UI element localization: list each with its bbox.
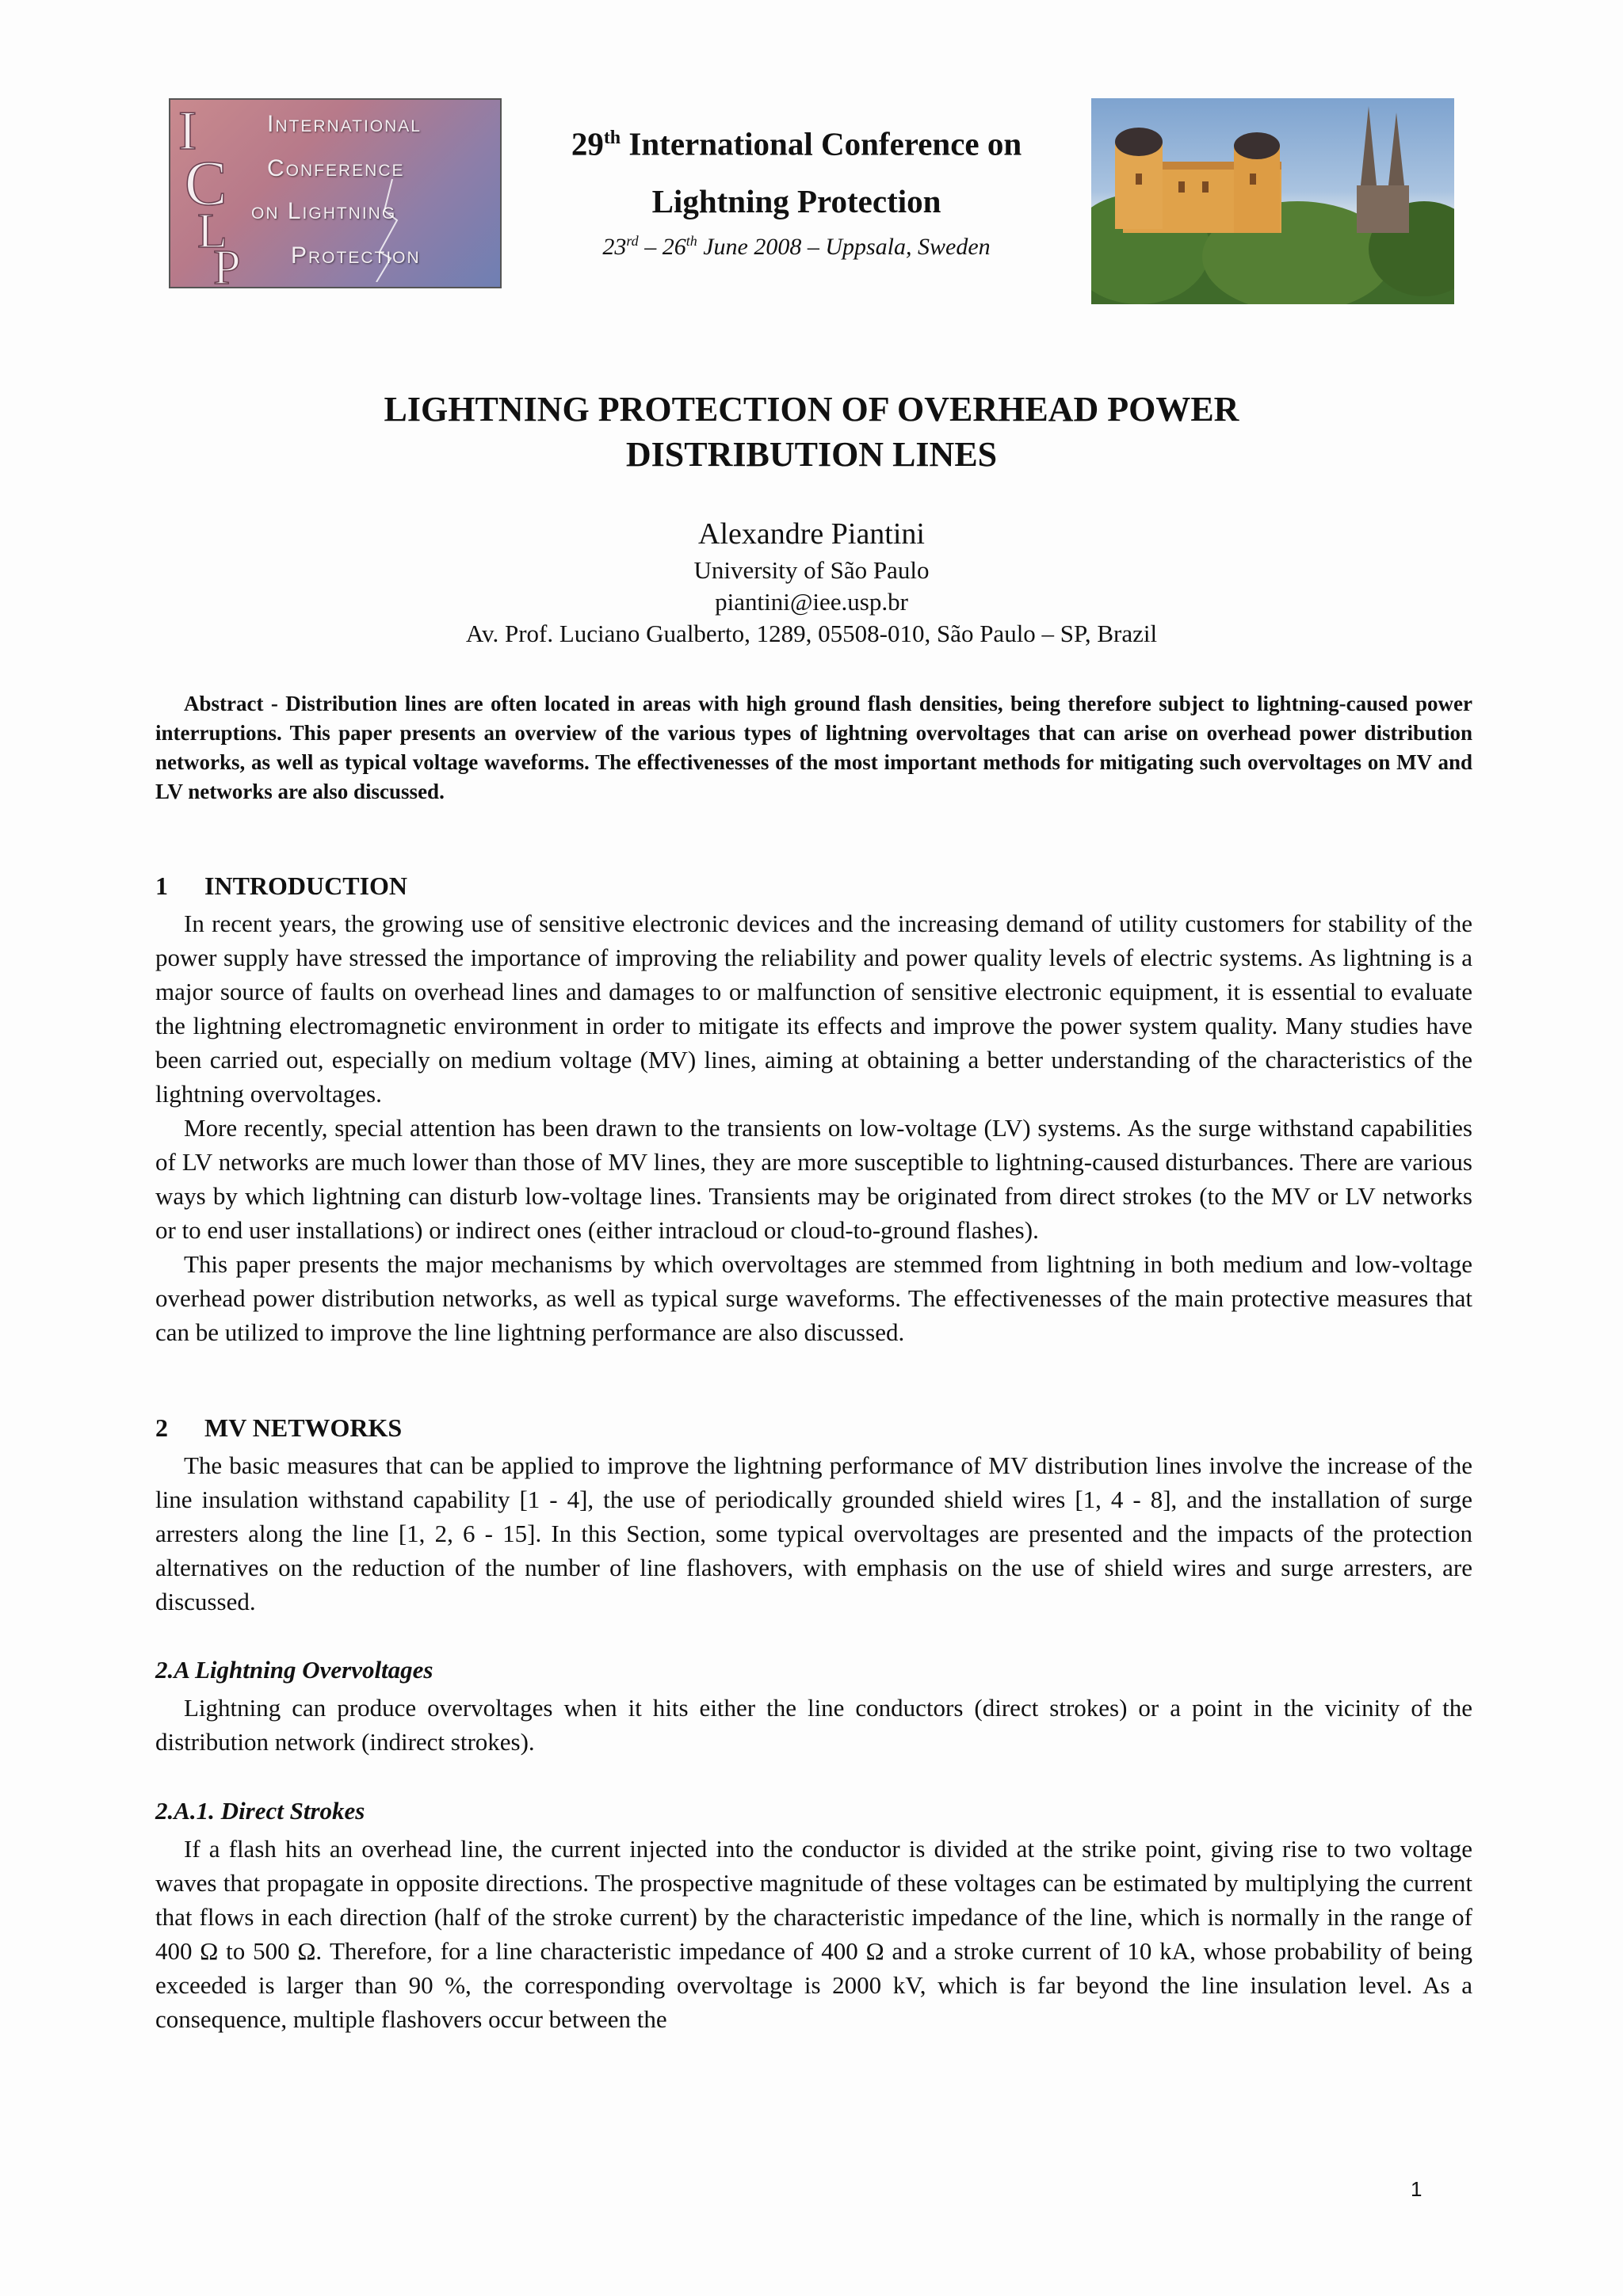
- paragraph: If a flash hits an overhead line, the current injected into the conductor is divided at the strike point, giving rise to two voltage waves that propagate in opposite directions. The prospective magnitude of these voltages can be estimated by multiplying the current that flows in each direction (half of the stroke current) by the characteristic impedance of the line, which is normally in the range of 400 Ω to 500 Ω. Therefore, for a line characteristic impedance of 400 Ω and a stroke current of 10 kA, whose probability of being exceeded is larger than 90 %, the corresponding overvoltage is 2000 kV, which is far beyond the line insulation level. As a consequence, multiple flashovers occur between the: [155, 1835, 1472, 2033]
- conference-logo: [169, 98, 502, 288]
- date-end-suffix: th: [685, 232, 697, 249]
- logo-word-conference: Conference: [267, 155, 405, 181]
- conference-number-suffix: th: [603, 128, 621, 148]
- conference-title-line2: Lightning Protection: [651, 182, 941, 219]
- section-heading-mv-networks: [155, 1412, 1472, 1444]
- logo-word-lightning: on Lightning: [251, 198, 397, 224]
- conference-date: [523, 233, 1070, 261]
- author-email[interactable]: piantini@iee.usp.br: [715, 588, 908, 616]
- date-location: June 2008 – Uppsala, Sweden: [697, 233, 991, 260]
- section-title: INTRODUCTION: [204, 871, 408, 900]
- section-number: 1: [155, 871, 168, 900]
- subsubsection-heading: 2.A.1. Direct Strokes: [155, 1797, 365, 1825]
- paragraph: The basic measures that can be applied to improve the lightning performance of MV distribution lines involve the increase of the line insulation withstand capability [1 - 4], the use of periodically grounded shield wires [1, 4 - 8], and the installation of surge arresters along the line [1, 2, 6 - 15]. In this Section, some typical overvoltages are presented and the impacts of the protection alternatives on the reduction of the number of line flashovers, with emphasis on the use of shield wires and surge arresters, are discussed.: [155, 1451, 1472, 1615]
- paragraph: This paper presents the major mechanisms by which overvoltages are stemmed from lightning in both medium and low-voltage overhead power distribution networks, as well as typical surge waveforms. The effectivenesses of the main protective measures that can be utilized to improve the line lightning performance are also discussed.: [155, 1250, 1472, 1346]
- author-name: Alexandre Piantini: [698, 517, 925, 551]
- section-heading-introduction: [155, 870, 1472, 902]
- paragraph: Lightning can produce overvoltages when it hits either the line conductors (direct strokes) or a point in the vicinity of the distribution network (indirect strokes).: [155, 1694, 1472, 1756]
- section-direct-strokes: [155, 1795, 1472, 2036]
- section-number: 2: [155, 1413, 168, 1442]
- page-number: 1: [1411, 2177, 1423, 2201]
- iclp-monogram-icon: [170, 100, 265, 288]
- paper-title-line2: DISTRIBUTION LINES: [625, 435, 998, 474]
- svg-text:L: L: [197, 204, 227, 258]
- conference-number: 29: [571, 125, 604, 162]
- logo-word-international: International: [267, 111, 422, 137]
- paragraph: In recent years, the growing use of sensitive electronic devices and the increasing demand of utility customers for stability of the power supply have stressed the importance of improving the reliability and power quality levels of electric systems. As lightning is a major source of faults on overhead lines and damages to or malfunction of sensitive electronic equipment, it is essential to evaluate the lightning electromagnetic environment in order to mitigate its effects and improve the power system quality. Many studies have been carried out, especially on medium voltage (MV) lines, aiming at obtaining a better understanding of the characteristics of the lightning overvoltages.: [155, 910, 1472, 1108]
- conference-title-rest: International Conference on: [621, 125, 1022, 162]
- conference-title: [523, 109, 1070, 230]
- date-start-suffix: rd: [626, 232, 639, 249]
- conference-header: [523, 109, 1070, 261]
- abstract: Abstract - Distribution lines are often located in areas with high ground flash densities, being therefore subject to lightning-caused power interruptions. This paper presents an overview of the various types of lightning overvoltages that can arise on overhead power distribution networks, as well as typical voltage waveforms. The effectivenesses of the most important methods for mitigating such overvoltages on MV and LV networks are also discussed.: [155, 692, 1472, 803]
- paragraph: More recently, special attention has been drawn to the transients on low-voltage (LV) systems. As the surge withstand capabilities of LV networks are much lower than those of MV lines, they are more susceptible to lightning-caused disturbances. There are various ways by which lightning can disturb low-voltage lines. Transients may be originated from direct strokes (to the MV or LV networks or to end user installations) or indirect ones (either intracloud or cloud-to-ground flashes).: [155, 1114, 1472, 1244]
- lightning-bolt-icon: [361, 179, 424, 282]
- subsection-heading: 2.A Lightning Overvoltages: [155, 1656, 433, 1684]
- author-block: [238, 513, 1385, 650]
- section-mv-networks: [155, 1412, 1472, 1619]
- date-end: – 26: [638, 233, 686, 260]
- svg-text:I: I: [178, 101, 197, 162]
- uppsala-castle-photo: [1091, 98, 1454, 304]
- author-address: Av. Prof. Luciano Gualberto, 1289, 05508-010, São Paulo – SP, Brazil: [465, 620, 1158, 647]
- paper-title: [238, 387, 1385, 477]
- section-introduction: [155, 870, 1472, 1349]
- svg-text:P: P: [213, 241, 241, 290]
- section-title: MV NETWORKS: [204, 1413, 403, 1442]
- author-affiliation: University of São Paulo: [693, 556, 930, 584]
- paper-title-line1: LIGHTNING PROTECTION OF OVERHEAD POWER: [384, 390, 1239, 429]
- svg-text:C: C: [185, 149, 227, 219]
- logo-word-protection: Protection: [291, 242, 421, 269]
- section-lightning-overvoltages: [155, 1654, 1472, 1759]
- date-start: 23: [602, 233, 627, 260]
